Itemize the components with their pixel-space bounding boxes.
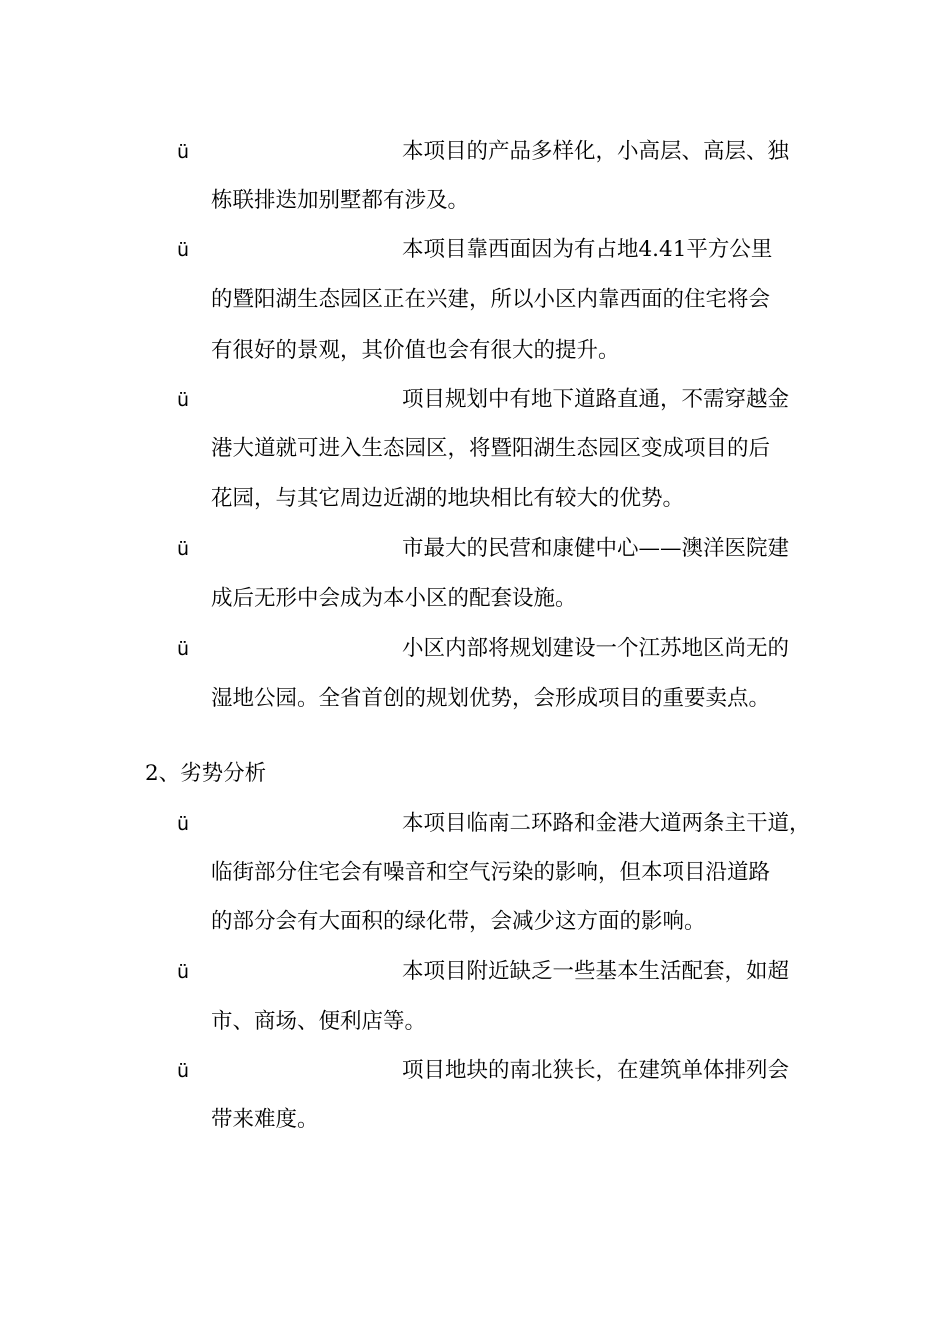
- list-item-text: 栋联排迭加别墅都有涉及。: [211, 188, 470, 213]
- list-item-text: 的部分会有大面积的绿化带，会减少这方面的影响。: [211, 909, 706, 934]
- bullet-check-icon: ü: [177, 538, 190, 560]
- list-item-text: 港大道就可进入生态园区，将暨阳湖生态园区变成项目的后: [211, 436, 771, 461]
- list-item-text: 市最大的民营和康健中心——澳洋医院建: [402, 536, 790, 561]
- list-item-text: 项目地块的南北狭长，在建筑单体排列会: [402, 1058, 790, 1083]
- bullet-check-icon: ü: [177, 813, 190, 835]
- list-item-text: 有很好的景观，其价值也会有很大的提升。: [211, 338, 620, 363]
- bullet-check-icon: ü: [177, 638, 190, 660]
- list-item-text: 本项目的产品多样化，小高层、高层、独: [402, 139, 790, 164]
- bullet-check-icon: ü: [177, 1060, 190, 1082]
- list-item-text: 本项目靠西面因为有占地4.41平方公里: [402, 237, 773, 262]
- list-item-text: 市、商场、便利店等。: [211, 1009, 427, 1034]
- list-item-text: 带来难度。: [211, 1107, 319, 1132]
- list-item-text: 成后无形中会成为本小区的配套设施。: [211, 586, 577, 611]
- list-item-text: 本项目临南二环路和金港大道两条主干道，: [402, 811, 811, 836]
- list-item-text: 花园，与其它周边近湖的地块相比有较大的优势。: [211, 486, 685, 511]
- list-item-text: 小区内部将规划建设一个江苏地区尚无的: [402, 636, 790, 661]
- list-item-text: 项目规划中有地下道路直通，不需穿越金: [402, 387, 790, 412]
- list-item-text: 本项目附近缺乏一些基本生活配套，如超: [402, 959, 790, 984]
- bullet-check-icon: ü: [177, 961, 190, 983]
- list-item-text: 湿地公园。全省首创的规划优势，会形成项目的重要卖点。: [211, 686, 771, 711]
- section-heading: 2、劣势分析: [145, 761, 267, 786]
- bullet-check-icon: ü: [177, 239, 190, 261]
- bullet-check-icon: ü: [177, 389, 190, 411]
- bullet-check-icon: ü: [177, 141, 190, 163]
- list-item-text: 的暨阳湖生态园区正在兴建，所以小区内靠西面的住宅将会: [211, 287, 771, 312]
- list-item-text: 临街部分住宅会有噪音和空气污染的影响，但本项目沿道路: [211, 860, 771, 885]
